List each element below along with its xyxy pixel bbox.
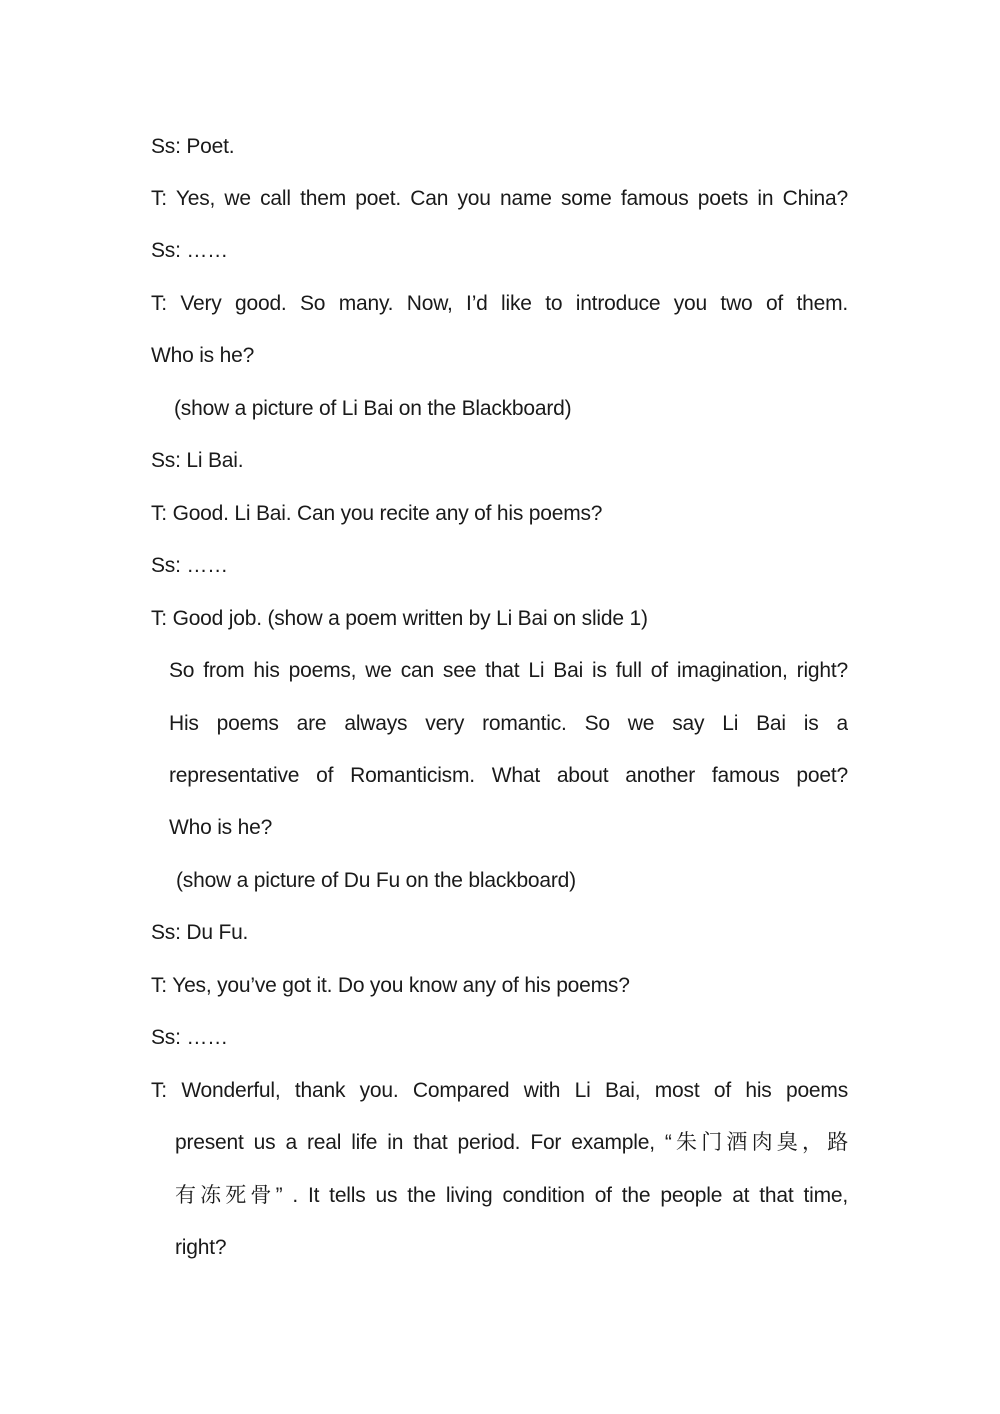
dialogue-line: Ss: …… <box>151 1026 228 1049</box>
stage-direction: (show a picture of Du Fu on the blackboard) <box>176 869 576 892</box>
dialogue-line: representative of Romanticism. What about another famous poet? <box>169 764 848 787</box>
dialogue-line: T: Very good. So many. Now, I’d like to introduce you two of them. <box>151 292 848 315</box>
dialogue-line: His poems are always very romantic. So we say Li Bai is a <box>169 712 848 735</box>
dialogue-line: present us a real life in that period. For example, “朱门酒肉臭，路 <box>175 1131 848 1154</box>
dialogue-line: Ss: Li Bai. <box>151 449 244 472</box>
dialogue-line: right? <box>175 1236 227 1259</box>
dialogue-line: Ss: Du Fu. <box>151 921 249 944</box>
dialogue-line: T: Wonderful, thank you. Compared with Li Bai, most of his poems <box>151 1079 848 1102</box>
dialogue-line: Ss: Poet. <box>151 135 235 158</box>
dialogue-line: T: Good. Li Bai. Can you recite any of his poems? <box>151 502 603 525</box>
dialogue-line: T: Yes, we call them poet. Can you name some famous poets in China? <box>151 187 848 210</box>
dialogue-line: 有冻死骨” . It tells us the living condition of the people at that time, <box>175 1184 848 1207</box>
dialogue-line: Who is he? <box>151 344 255 367</box>
dialogue-line: T: Yes, you’ve got it. Do you know any of his poems? <box>151 974 630 997</box>
dialogue-line: Ss: …… <box>151 554 228 577</box>
dialogue-line: So from his poems, we can see that Li Bai is full of imagination, right? <box>169 659 848 682</box>
stage-direction: (show a picture of Li Bai on the Blackboard) <box>174 397 572 420</box>
dialogue-line: T: Good job. (show a poem written by Li Bai on slide 1) <box>151 607 648 630</box>
dialogue-line: Ss: …… <box>151 239 228 262</box>
dialogue-line: Who is he? <box>169 816 273 839</box>
